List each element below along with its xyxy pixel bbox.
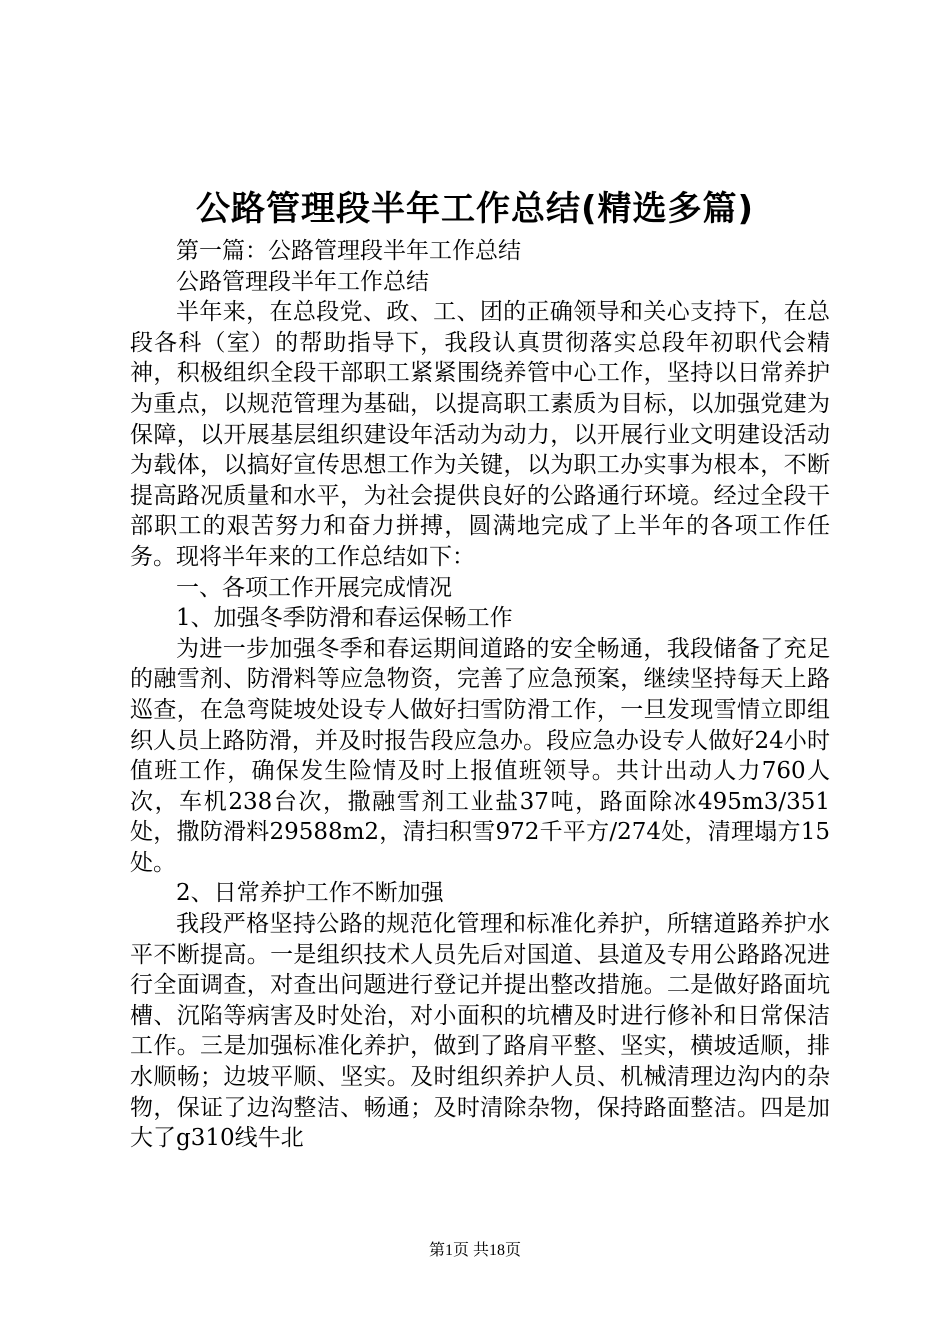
body-paragraph: 我段严格坚持公路的规范化管理和标准化养护，所辖道路养护水平不断提高。一是组织技术人员先后对国道、县道及专用公路路况进行全面调查，对查出问题进行登记并提出整改措施。二是做好路面坑槽、沉陷等病害及时处治，对小面积的坑槽及时进行修补和日常保洁工作。三是加强标准化养护，做到了路肩平整、坚实，横坡适顺，排水顺畅；边坡平顺、坚实。及时组织养护人员、机械清理边沟内的杂物，保证了边沟整洁、畅通；及时清除杂物，保持路面整洁。四是加大了g310线牛北 — [130, 911, 830, 1152]
document-body — [130, 236, 830, 1154]
subsection-heading: 2、日常养护工作不断加强 — [176, 880, 444, 907]
subsection-heading: 1、加强冬季防滑和春运保畅工作 — [176, 605, 513, 632]
body-paragraph: 为进一步加强冬季和春运期间道路的安全畅通，我段储备了充足的融雪剂、防滑料等应急物资，完善了应急预案，继续坚持每天上路巡查，在急弯陡坡处设专人做好扫雪防滑工作，一旦发现雪情立即组织人员上路防滑，并及时报告段应急办。段应急办设专人做好24小时值班工作，确保发生险情及时上报值班领导。共计出动人力760人次，车机238台次，撒融雪剂工业盐37吨，路面除冰495m3/351处，撒防滑料29588m2，清扫积雪972千平方/274处，清理塌方15处。 — [130, 635, 830, 876]
page-footer: 第1页 共18页 — [428, 1242, 521, 1259]
body-paragraph: 半年来，在总段党、政、工、团的正确领导和关心支持下，在总段各科（室）的帮助指导下，我段认真贯彻落实总段年初职代会精神，积极组织全段干部职工紧紧围绕养管中心工作，坚持以日常养护为重点，以规范管理为基础，以提高职工素质为目标，以加强党建为保障，以开展基层组织建设年活动为动力，以开展行业文明建设活动为载体，以搞好宣传思想工作为关键，以为职工办实事为根本，不断提高路况质量和水平，为社会提供良好的公路通行环境。经过全段干部职工的艰苦努力和奋力拼搏，圆满地完成了上半年的各项工作任务。现将半年来的工作总结如下： — [130, 299, 830, 570]
subsection-heading: 公路管理段半年工作总结 — [176, 268, 429, 295]
section-heading: 一、各项工作开展完成情况 — [176, 574, 452, 601]
document-title: 公路管理段半年工作总结(精选多篇) — [195, 189, 755, 229]
section-heading: 第一篇：公路管理段半年工作总结 — [176, 238, 521, 264]
